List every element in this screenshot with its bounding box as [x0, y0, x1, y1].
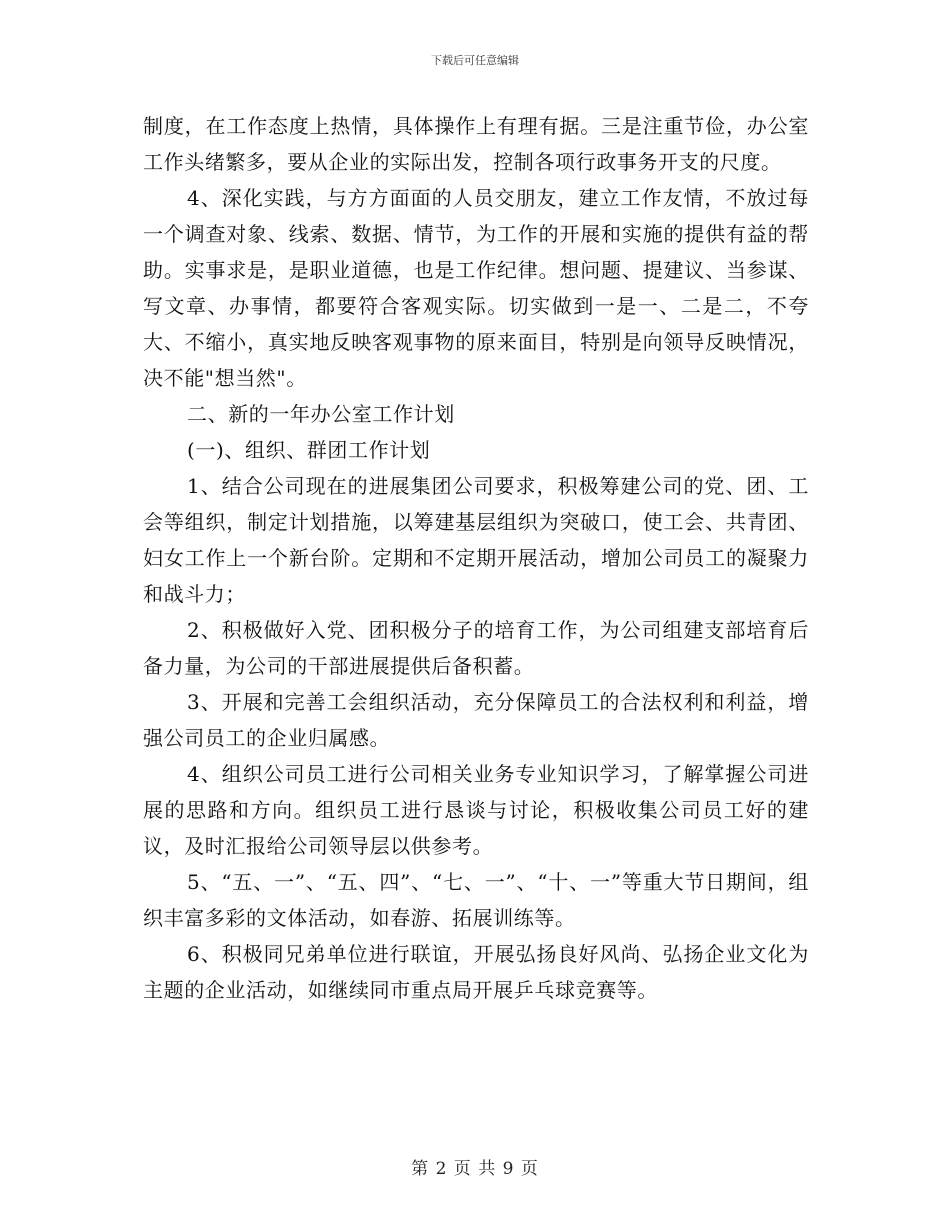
section-heading: 二、新的一年办公室工作计划: [187, 402, 455, 426]
subsection-heading: (一)、组织、群团工作计划: [187, 438, 431, 462]
page-header: 下载后可任意编辑: [431, 54, 519, 67]
document-body: [143, 108, 809, 1008]
paragraph-item-4-practice: 4、深化实践，与方方面面的人员交朋友，建立工作友情，不放过每一个调查对象、线索、数据、情节，为工作的开展和实施的提供有益的帮助。实事求是，是职业道德，也是工作纪律。想问题、提建议、当参谋、写文章、办事情，都要符合客观实际。切实做到一是一、二是二，不夸大、不缩小，真实地反映客观事物的原来面目，特别是向领导反映情况，决不能"想当然"。: [143, 186, 809, 390]
paragraph-item-5: 5、“五、一”、“五、四”、“七、一”、“十、一”等重大节日期间，组织丰富多彩的文体活动，如春游、拓展训练等。: [143, 870, 809, 930]
paragraph-item-6: 6、积极同兄弟单位进行联谊，开展弘扬良好风尚、弘扬企业文化为主题的企业活动，如继续同市重点局开展乒乓球竞赛等。: [143, 942, 809, 1002]
paragraph-continued: 制度，在工作态度上热情，具体操作上有理有据。三是注重节俭，办公室工作头绪繁多，要从企业的实际出发，控制各项行政事务开支的尺度。: [143, 114, 809, 174]
paragraph-item-3: 3、开展和完善工会组织活动，充分保障员工的合法权利和利益，增强公司员工的企业归属感。: [143, 690, 809, 750]
paragraph-item-2: 2、积极做好入党、团积极分子的培育工作，为公司组建支部培育后备力量，为公司的干部进展提供后备积蓄。: [143, 618, 809, 678]
paragraph-item-4: 4、组织公司员工进行公司相关业务专业知识学习，了解掌握公司进展的思路和方向。组织员工进行恳谈与讨论，积极收集公司员工好的建议，及时汇报给公司领导层以供参考。: [143, 762, 809, 858]
page-number: 第 2 页 共 9 页: [411, 1159, 539, 1179]
paragraph-item-1: 1、结合公司现在的进展集团公司要求，积极筹建公司的党、团、工会等组织，制定计划措施，以筹建基层组织为突破口，使工会、共青团、妇女工作上一个新台阶。定期和不定期开展活动，增加公司员工的凝聚力和战斗力；: [143, 474, 809, 606]
